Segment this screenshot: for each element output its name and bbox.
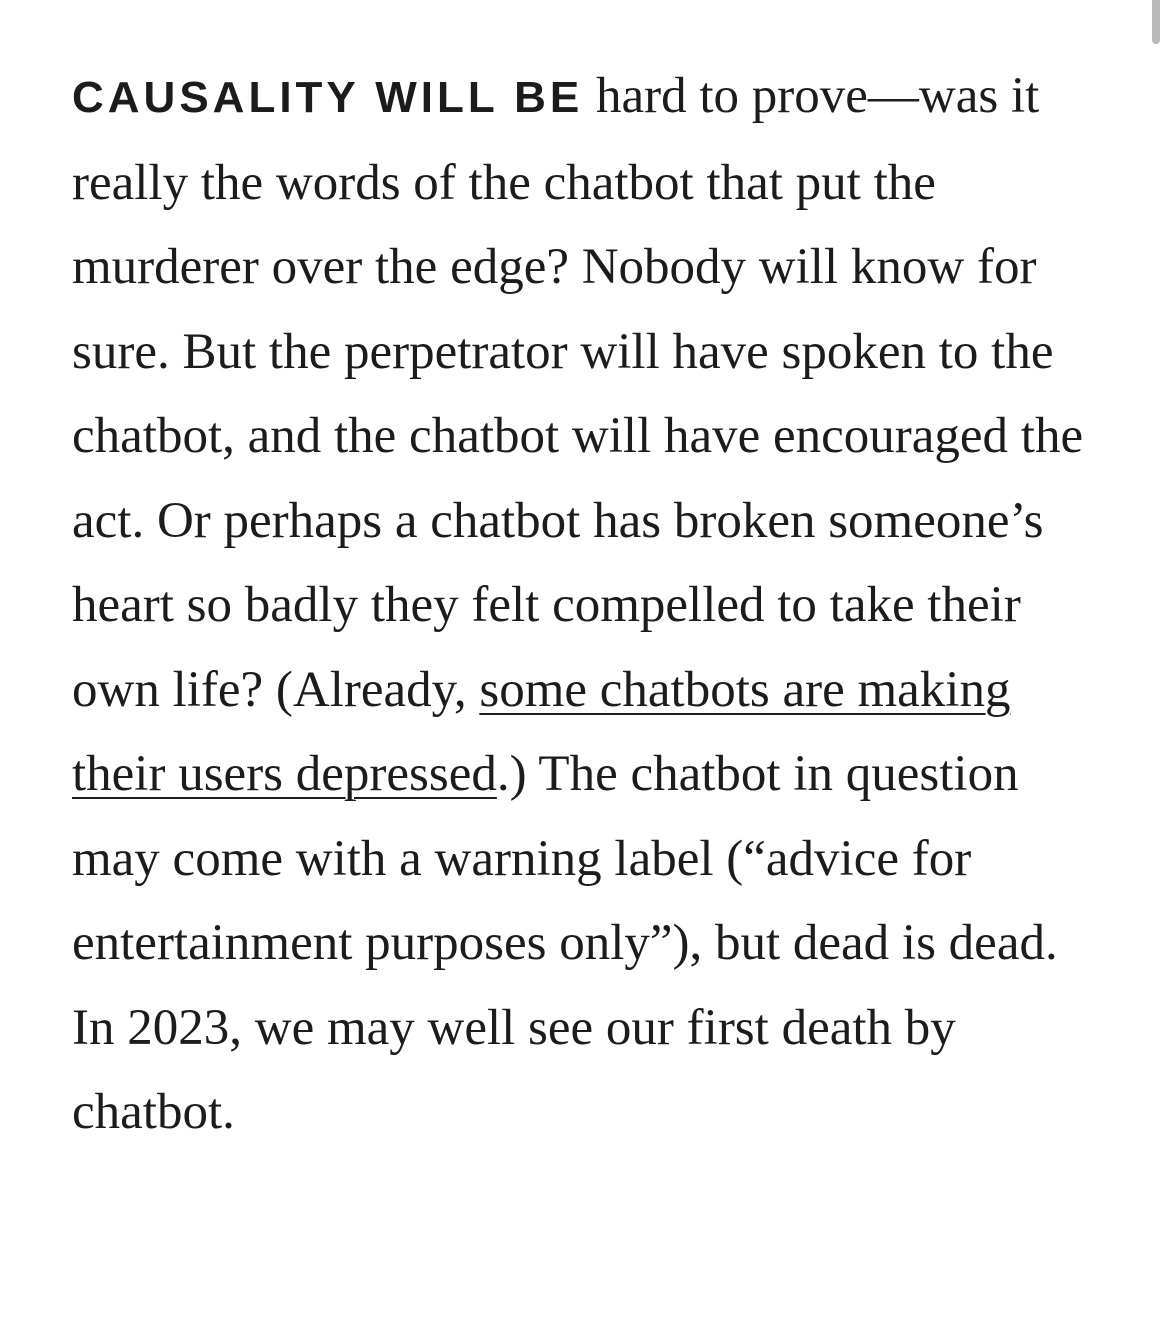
lead-in: CAUSALITY WILL BE [72, 73, 584, 122]
paragraph [72, 54, 1112, 1155]
depressed-users-link[interactable]: some chatbots are making their users depressed [72, 661, 1011, 802]
article-body [72, 54, 1112, 1155]
text-before-link: hard to prove—was it really the words of the chatbot that put the murderer over the edge? Nobody will know for sure. But the perpetrator will have spoken to the chatbot, and the chatbot will have encouraged the act. Or perhaps a chatbot has broken someone’s heart so badly they felt compelled to take their own life? (Already, [72, 68, 1084, 718]
scrollbar[interactable] [1152, 0, 1160, 44]
text-after-link: .) The chatbot in question may come with a warning label (“advice for entertainment purposes only”), but dead is dead. In 2023, we may well see our first death by chatbot. [72, 746, 1058, 1140]
